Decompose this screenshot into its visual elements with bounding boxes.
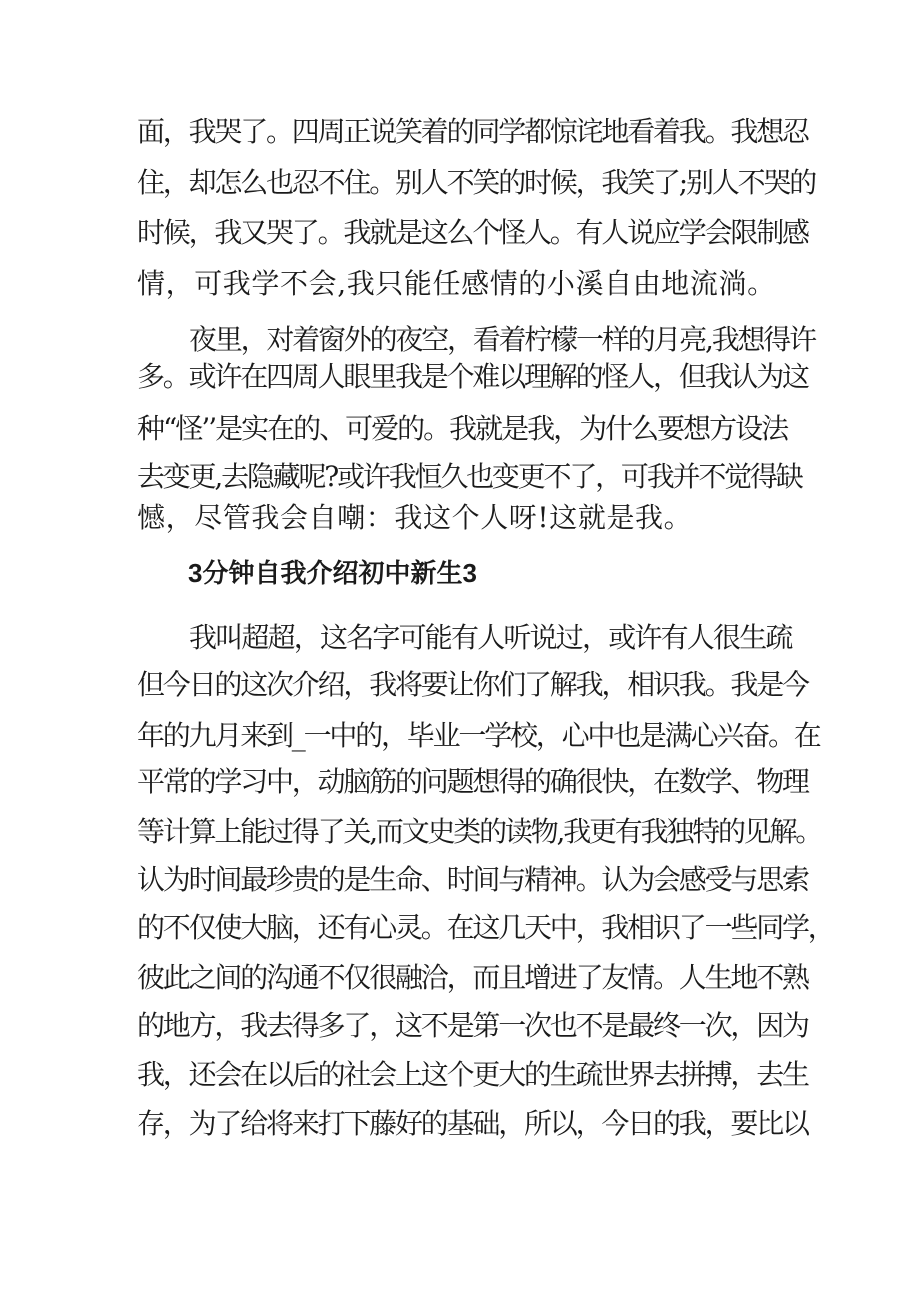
text-line: 我，还会在以后的社会上这个更大的生疏世界去拼搏，去生 xyxy=(137,1058,808,1091)
text-line: 年的九月来到_一中的，毕业一学校，心中也是满心兴奋。在 xyxy=(137,719,820,752)
text-line: 的不仅使大脑，还有心灵。在这几天中，我相识了一些同学， xyxy=(137,911,834,944)
text-line: 夜里，对着窗外的夜空，看着柠檬一样的月亮,我想得许 xyxy=(189,323,815,356)
text-line: 憾，尽管我会自嘲：我这个人呀!这就是我。 xyxy=(137,501,693,534)
text-line: 种“怪’’是实在的、可爱的。我就是我，为什么要想方设法 xyxy=(137,412,788,445)
text-line: 彼此之间的沟通不仅很融洽，而且增进了友情。人生地不熟 xyxy=(137,961,808,994)
text-line: 认为时间最珍贵的是生命、时间与精神。认为会感受与思索 xyxy=(137,863,808,896)
text-line: 时候，我又哭了。我就是这么个怪人。有人说应学会限制感 xyxy=(137,216,808,249)
text-line: 情，可我学不会,我只能任感情的小溪自由地流淌。 xyxy=(137,267,776,300)
text-line: 但今日的这次介绍，我将要让你们了解我，相识我。我是今 xyxy=(137,668,808,701)
text-line: 住，却怎么也忍不住。别人不笑的时候，我笑了;别人不哭的 xyxy=(137,166,816,199)
section-heading: 3分钟自我介绍初中新生3 xyxy=(188,558,477,588)
text-line: 平常的学习中，动脑筋的问题想得的确很快，在数学、物理 xyxy=(137,765,808,798)
text-line: 等计算上能过得了关,而文史类的读物,我更有我独特的见解。 xyxy=(137,815,822,848)
text-line: 存，为了给将来打下藤好的基础，所以，今日的我，要比以 xyxy=(137,1107,808,1140)
text-line: 我叫超超，这名字可能有人听说过，或许有人很生疏 xyxy=(189,621,792,654)
text-line: 多。或许在四周人眼里我是个难以理解的怪人，但我认为这 xyxy=(137,360,808,393)
text-line: 去变更,去隐藏呢?或许我恒久也变更不了，可我并不觉得缺 xyxy=(137,460,802,493)
text-line: 面，我哭了。四周正说笑着的同学都惊诧地看着我。我想忍 xyxy=(137,115,808,148)
text-line: 的地方，我去得多了，这不是第一次也不是最终一次，因为 xyxy=(137,1009,808,1042)
